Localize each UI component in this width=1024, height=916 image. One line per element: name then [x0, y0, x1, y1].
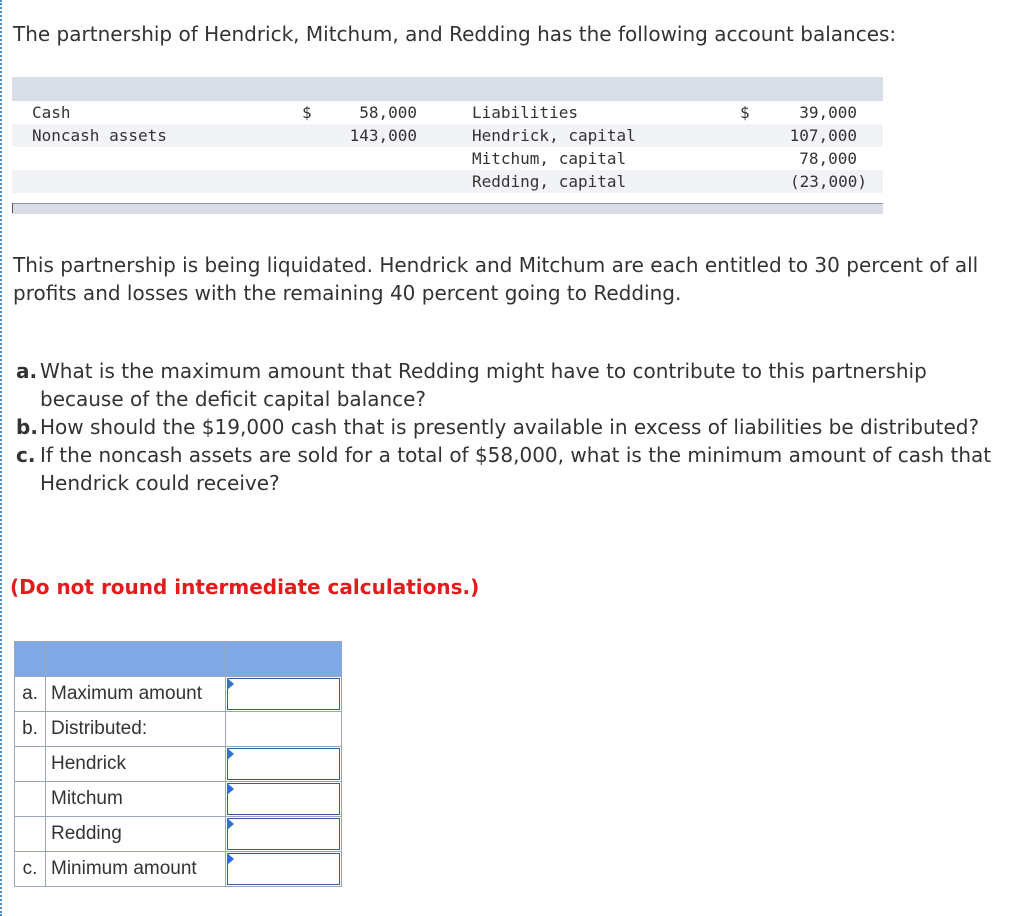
- balances-table: [12, 77, 883, 213]
- balances-row: [12, 147, 883, 170]
- input-cell: [226, 677, 342, 712]
- row-letter: [15, 747, 46, 782]
- row-label: Maximum amount: [46, 677, 226, 712]
- balances-footer-tick: [12, 203, 13, 213]
- redding-capital-value: (23,000): [789, 172, 867, 191]
- input-cell: [226, 782, 342, 817]
- liabilities-label: Liabilities: [472, 103, 578, 122]
- balances-row: [12, 101, 883, 124]
- liquidation-paragraph: This partnership is being liquidated. Hendrick and Mitchum are each entitled to 30 percent of all profits and losses with the remaining 40 percent going to Redding.: [13, 253, 979, 305]
- answer-row-hendrick: [15, 747, 342, 782]
- input-cell: [226, 817, 342, 852]
- answer-table-header: [15, 642, 342, 677]
- row-label: Hendrick: [46, 747, 226, 782]
- cash-value: 58,000: [359, 103, 417, 122]
- row-label: Minimum amount: [46, 852, 226, 887]
- question-text: How should the $19,000 cash that is presently available in excess of liabilities be distributed?: [40, 415, 980, 439]
- balances-footer-band: [12, 203, 883, 214]
- redding-capital-label: Redding, capital: [472, 172, 627, 191]
- left-dotted-border: [0, 0, 2, 916]
- row-label: Distributed:: [46, 712, 226, 747]
- question-c: [16, 441, 1011, 497]
- answer-table: [14, 641, 342, 887]
- input-marker-icon: [227, 748, 234, 760]
- answer-row-c: [15, 852, 342, 887]
- mitchum-input[interactable]: [227, 783, 340, 815]
- liabilities-dollar-sign: $: [740, 103, 750, 122]
- hendrick-input[interactable]: [227, 748, 340, 780]
- mitchum-capital-value: 78,000: [799, 149, 857, 168]
- row-letter: [15, 782, 46, 817]
- rounding-note: (Do not round intermediate calculations.): [10, 575, 480, 599]
- intro-text: The partnership of Hendrick, Mitchum, and Redding has the following account balances:: [13, 22, 897, 46]
- input-cell: [226, 852, 342, 887]
- hendrick-capital-label: Hendrick, capital: [472, 126, 636, 145]
- question-text: What is the maximum amount that Redding might have to contribute to this partnership because of the deficit capital balance?: [40, 359, 927, 411]
- row-letter: [15, 817, 46, 852]
- cash-label: Cash: [32, 103, 71, 122]
- question-letter: c.: [16, 443, 36, 467]
- input-marker-icon: [227, 818, 234, 830]
- header-cell: [46, 642, 226, 677]
- input-marker-icon: [227, 678, 234, 690]
- redding-input[interactable]: [227, 818, 340, 850]
- question-letter: b.: [16, 415, 38, 439]
- question-text: If the noncash assets are sold for a total of $58,000, what is the minimum amount of cash that Hendrick could receive?: [40, 443, 992, 495]
- header-cell: [226, 642, 342, 677]
- answer-row-b: [15, 712, 342, 747]
- mitchum-capital-label: Mitchum, capital: [472, 149, 627, 168]
- row-letter: b.: [15, 712, 46, 747]
- maximum-amount-input[interactable]: [227, 678, 340, 710]
- question-b: [16, 413, 1011, 441]
- hendrick-capital-value: 107,000: [789, 126, 857, 145]
- input-cell: [226, 747, 342, 782]
- answer-row-a: [15, 677, 342, 712]
- cash-dollar-sign: $: [302, 103, 312, 122]
- question-list: [16, 357, 1011, 497]
- answer-row-redding: [15, 817, 342, 852]
- balances-row: [12, 170, 883, 193]
- minimum-amount-input[interactable]: [227, 853, 340, 885]
- liabilities-value: 39,000: [799, 103, 857, 122]
- noncash-assets-value: 143,000: [349, 126, 417, 145]
- question-letter: a.: [16, 359, 38, 383]
- row-letter: a.: [15, 677, 46, 712]
- input-marker-icon: [227, 783, 234, 795]
- question-a: [16, 357, 1011, 413]
- header-cell: [15, 642, 46, 677]
- input-marker-icon: [227, 853, 234, 865]
- empty-cell: [226, 712, 342, 747]
- balances-header-band: [12, 77, 883, 101]
- row-label: Mitchum: [46, 782, 226, 817]
- answer-row-mitchum: [15, 782, 342, 817]
- row-label: Redding: [46, 817, 226, 852]
- row-letter: c.: [15, 852, 46, 887]
- noncash-assets-label: Noncash assets: [32, 126, 167, 145]
